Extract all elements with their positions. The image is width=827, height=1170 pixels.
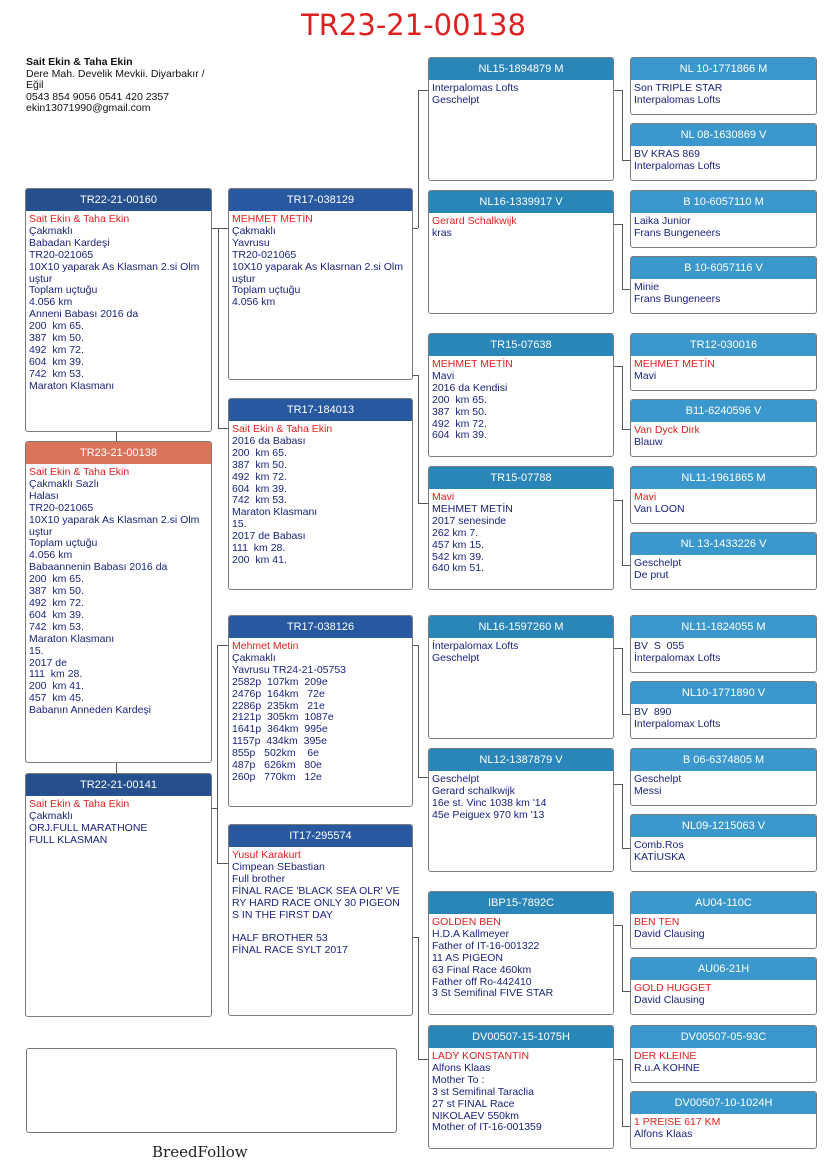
box-line: 4.056 km (232, 296, 276, 309)
brand-footer: BreedFollow (152, 1143, 248, 1161)
box-details (631, 422, 816, 452)
box-details (229, 638, 412, 787)
box-line: TR20-021065 (29, 501, 94, 514)
pedigree-box-gen4[interactable] (630, 748, 817, 806)
box-line: 2017 de (29, 656, 67, 669)
box-line: Mavi (634, 491, 657, 503)
ring-number: TR17-038129 (229, 189, 412, 211)
ring-number: NL 08-1630869 V (631, 124, 816, 146)
connector (622, 90, 623, 160)
box-line: 1 PREISE 617 KM (634, 1116, 721, 1128)
box-line: Çakmaklı (232, 224, 276, 237)
box-line: 542 km 39. (432, 550, 484, 563)
box-line: Gerard schalkwijk (432, 784, 515, 797)
connector (613, 366, 622, 367)
box-line: Çakmaklı (29, 809, 73, 822)
box-line: Interpalomas Lofts (634, 93, 721, 106)
connector (622, 1126, 630, 1127)
box-line: Full brother (232, 872, 286, 885)
box-line: 492 km 72. (432, 417, 487, 430)
box-line: 457 km 15. (432, 538, 484, 551)
box-details (429, 80, 613, 110)
box-line: Blauw (634, 435, 663, 448)
box-line: Toplam uçtuğu (29, 284, 98, 297)
box-line: H.D.A Kallmeyer (432, 927, 510, 940)
ring-number: B 10-6057110 M (631, 191, 816, 213)
connector (622, 714, 630, 715)
box-line: Alfons Klaas (432, 1061, 491, 1074)
box-line: Sait Ekin & Taha Ekin (232, 423, 333, 435)
box-line: 2017 senesinde (432, 514, 507, 527)
box-details (631, 638, 816, 668)
box-line: Van LOON (634, 502, 685, 515)
owner-address-line2: Eğil (26, 79, 44, 91)
connector (622, 160, 630, 161)
pedigree-box-sdd[interactable] (428, 466, 614, 590)
box-line: Toplam uçtuğu (29, 537, 98, 550)
ring-number: NL09-1215063 V (631, 815, 816, 837)
ring-number: IBP15-7892C (429, 892, 613, 914)
box-line: 3 St Semifinal FIVE STAR (432, 987, 554, 1000)
pedigree-box-ddd[interactable] (428, 1025, 614, 1149)
connector (622, 224, 623, 289)
box-line: S IN THE FIRST DAY (232, 908, 333, 921)
box-line: FULL KLASMAN (29, 833, 108, 846)
box-line: 111 km 28. (232, 542, 286, 555)
box-line: MEHMET METİN (432, 502, 513, 515)
box-line: TR20-021065 (29, 248, 94, 261)
box-details (429, 356, 613, 445)
ring-number: TR17-184013 (229, 399, 412, 421)
box-line: 604 km 39. (232, 482, 287, 495)
connector (217, 645, 218, 863)
box-line: Son TRIPLE STAR (634, 82, 723, 94)
pedigree-box-gen4[interactable] (630, 123, 817, 181)
ring-number: NL10-1771890 V (631, 682, 816, 704)
box-line: 3 st Semifinal Taraclia (432, 1085, 534, 1098)
ring-number: TR22-21-00160 (26, 189, 211, 211)
pedigree-box-gen4[interactable] (630, 256, 817, 314)
box-line: 2017 de Babası (232, 530, 306, 543)
box-line: 260p 770km 12e (232, 770, 322, 783)
box-line: İnterpalomax Lofts (432, 640, 519, 652)
box-details (429, 489, 613, 578)
connector (418, 645, 419, 777)
box-line: Maraton Klasmanı (29, 632, 115, 645)
box-line: 2016 da Kendisi (432, 381, 508, 394)
connector (613, 784, 622, 785)
box-line: Frans Bungeneers (634, 292, 721, 305)
box-line: BV KRAS 869 (634, 148, 700, 160)
box-line: 200 km 65. (29, 320, 84, 333)
connector (622, 991, 630, 992)
box-line: Yavrusu TR24-21-05753 (232, 663, 347, 676)
ring-number: TR22-21-00141 (26, 774, 211, 796)
box-line: 200 km 41. (29, 680, 84, 693)
box-line: Mehmet Metin (232, 640, 299, 652)
box-line: 492 km 72. (29, 343, 84, 356)
box-line: 742 km 53. (232, 494, 287, 507)
pedigree-box-gen4[interactable] (630, 399, 817, 457)
pedigree-box-dsd[interactable] (428, 748, 614, 872)
box-line: Minie (634, 281, 660, 293)
box-line: Maraton Klasmanı (29, 379, 115, 392)
ring-number: NL11-1961865 M (631, 467, 816, 489)
box-line: Çakmaklı Sazlı (29, 477, 100, 490)
box-details (631, 555, 816, 585)
box-line: Cimpean SEbastian (232, 860, 325, 873)
ring-number: NL15-1894879 M (429, 58, 613, 80)
box-line: 10X10 yaparak As Klasrnan 2.si Olm (232, 260, 404, 273)
box-line: 1157p 434km 395e (232, 735, 327, 748)
box-line: 15. (29, 644, 44, 657)
box-line: 200 km 41. (232, 553, 287, 566)
connector (217, 863, 228, 864)
box-line: David Clausing (634, 927, 705, 940)
connector (418, 503, 428, 504)
box-line: 15. (232, 518, 247, 531)
box-line: 492 km 72. (29, 596, 84, 609)
box-line: MEHMET METİN (432, 358, 513, 370)
box-line: Mother of IT-16-001359 (432, 1121, 542, 1134)
connector (622, 366, 623, 429)
pedigree-box-dam[interactable] (25, 773, 212, 1017)
box-line: HALF BROTHER 53 (232, 932, 328, 945)
box-line: 855p 502km 6e (232, 747, 319, 760)
box-line: DER KLEINE (634, 1050, 697, 1062)
box-line: 2121p 305km 1087e (232, 711, 334, 724)
box-details (631, 837, 816, 867)
box-details (429, 213, 613, 243)
box-line: 11 AS PIGEON (432, 951, 504, 964)
ring-number: TR12-030016 (631, 334, 816, 356)
box-line: Van Dyck Dirk (634, 424, 700, 436)
box-line: Sait Ekin & Taha Ekin (29, 798, 130, 810)
owner-info (26, 57, 226, 115)
connector (622, 565, 630, 566)
box-line: 27 st FINAL Race (432, 1097, 515, 1110)
box-line: ORJ.FULL MARATHONE (29, 821, 148, 834)
pedigree-box-gen4[interactable] (630, 333, 817, 391)
box-line: 487p 626km 80e (232, 759, 322, 772)
ring-number: NL16-1597260 M (429, 616, 613, 638)
box-line: Mavi (432, 491, 455, 503)
connector (613, 1059, 622, 1060)
ring-number: AU04-110C (631, 892, 816, 914)
box-line: 742 km 53. (29, 367, 84, 380)
connector (418, 375, 419, 503)
box-line: Geschelpt (432, 93, 480, 106)
box-details (229, 847, 412, 960)
box-line: 387 km 50. (432, 405, 487, 418)
box-details (26, 796, 211, 850)
box-line: NIKOLAEV 550km (432, 1109, 519, 1122)
ring-number: NL11-1824055 M (631, 616, 816, 638)
box-line: 4.056 km (29, 296, 73, 309)
box-line: FİNAL RACE SYLT 2017 (232, 944, 348, 957)
box-line: KATİUSKA (634, 850, 686, 863)
box-details (631, 146, 816, 176)
box-line: Babanın Anneden Kardeşi (29, 704, 152, 717)
owner-email: ekin13071990@gmail.com (26, 102, 151, 114)
box-line: Gerard Schalkwijk (432, 215, 517, 227)
box-line: 387 km 50. (29, 585, 84, 598)
box-line: 2016 da Babası (232, 434, 306, 447)
box-line: MEHMET METİN (634, 358, 715, 370)
ring-number: NL 10-1771866 M (631, 58, 816, 80)
connector (622, 848, 630, 849)
box-line: 200 km 65. (29, 573, 84, 586)
connector (622, 500, 623, 565)
ring-number: NL12-1387879 V (429, 749, 613, 771)
box-line: 387 km 50. (29, 332, 84, 345)
box-line: 604 km 39. (29, 355, 84, 368)
box-line: GOLD HUGGET (634, 982, 712, 994)
box-line: 200 km 65. (432, 393, 487, 406)
connector (622, 289, 630, 290)
pedigree-box-sire-sire[interactable] (228, 188, 413, 380)
pedigree-box-dam-sire[interactable] (228, 615, 413, 807)
box-details (229, 211, 412, 312)
ring-number: NL16-1339917 V (429, 191, 613, 213)
notes-box (26, 1048, 397, 1133)
box-line: Interpalomas Lofts (432, 82, 519, 94)
box-details (631, 980, 816, 1010)
box-line: Halası (29, 489, 59, 502)
box-line: İnterpalomax Lofts (634, 651, 721, 664)
box-line: 604 km 39. (432, 429, 487, 442)
box-line: 2582p 107km 209e (232, 675, 328, 688)
box-line: Frans Bungeneers (634, 226, 721, 239)
box-details (631, 213, 816, 243)
box-line: Babaannenin Babası 2016 da (29, 561, 168, 574)
box-line: Geschelpt (432, 651, 480, 664)
connector (418, 937, 419, 1059)
box-details (229, 421, 412, 570)
box-line: 262 km 7. (432, 526, 479, 539)
ring-number: TR17-038126 (229, 616, 412, 638)
box-line: Geschelpt (634, 557, 682, 569)
pedigree-box-gen4[interactable] (630, 681, 817, 739)
box-details (631, 1114, 816, 1144)
box-line: Sait Ekin & Taha Ekin (29, 466, 130, 478)
box-line: Interpalomas Lofts (634, 159, 721, 172)
box-details (26, 464, 211, 720)
pedigree-box-gen4[interactable] (630, 190, 817, 248)
pedigree-box-gen4[interactable] (630, 466, 817, 524)
box-line: uştur (232, 272, 256, 285)
pedigree-box-gen4[interactable] (630, 57, 817, 115)
connector (218, 428, 228, 429)
box-line: Yusuf Karakurt (232, 849, 301, 861)
box-line: Mother To : (432, 1073, 485, 1086)
box-line: 4.056 km (29, 549, 73, 562)
connector (613, 224, 622, 225)
box-line: Alfons Klaas (634, 1127, 693, 1140)
box-line: 387 km 50. (232, 458, 287, 471)
box-details (26, 211, 211, 396)
connector (211, 228, 218, 229)
box-line: Sait Ekin & Taha Ekin (29, 213, 130, 225)
box-line: TR20-021065 (232, 248, 297, 261)
box-line: Geschelpt (634, 773, 682, 785)
box-line: 16e st. Vinc 1038 km '14 (432, 796, 547, 809)
connector (418, 777, 428, 778)
ring-number: NL 13-1433226 V (631, 533, 816, 555)
box-line: Toplam uçtuğu (232, 284, 301, 297)
box-line: LADY KONSTANTIN (432, 1050, 530, 1062)
box-line: Maraton Klasmanı (232, 506, 318, 519)
box-line: 640 km 51. (432, 562, 484, 575)
box-line: Babadan Kardeşi (29, 236, 110, 249)
box-details (631, 1048, 816, 1078)
box-line: Çakmaklı (29, 224, 73, 237)
box-line: Messi (634, 784, 662, 797)
box-line: Father of IT-16-001322 (432, 939, 540, 952)
connector (622, 784, 623, 848)
ring-number: DV00507-15-1075H (429, 1026, 613, 1048)
owner-phone: 0543 854 9056 0541 420 2357 (26, 90, 170, 103)
pedigree-box-dds[interactable] (428, 891, 614, 1015)
box-line: R.u.A KOHNE (634, 1061, 700, 1074)
box-details (631, 279, 816, 309)
box-line: De prut (634, 568, 669, 581)
box-line: 1641p 364km 995e (232, 723, 328, 736)
box-details (429, 771, 613, 825)
box-line: Çakmaklı (232, 651, 276, 664)
ring-number: TR15-07788 (429, 467, 613, 489)
box-line: 457 km 45. (29, 692, 84, 705)
connector (218, 228, 228, 229)
box-line: Anneni Babası 2016 da (29, 308, 139, 321)
box-line: GOLDEN BEN (432, 916, 501, 928)
box-line: 2286p 235km 21e (232, 699, 325, 712)
box-line: Father off Ro-442410 (432, 975, 532, 988)
pedigree-box-sss[interactable] (428, 57, 614, 181)
box-line: 492 km 72. (232, 470, 287, 483)
connector (613, 648, 622, 649)
ring-number: TR23-21-00138 (26, 442, 211, 464)
connector (217, 645, 228, 646)
connector (418, 1059, 428, 1060)
pedigree-box-gen4[interactable] (630, 615, 817, 673)
pedigree-box-gen4[interactable] (630, 1025, 817, 1083)
connector (613, 500, 622, 501)
box-line: BEN TEN (634, 916, 680, 928)
pedigree-box-dss[interactable] (428, 615, 614, 739)
box-line: Laika Junior (634, 215, 691, 227)
box-line: RY HARD RACE ONLY 30 PIGEON (232, 896, 400, 909)
box-line: 10X10 yaparak As Klasman 2.si Olm (29, 260, 200, 273)
connector (622, 925, 623, 991)
pedigree-box-gen4[interactable] (630, 957, 817, 1015)
box-details (631, 914, 816, 944)
box-line: 63 Final Race 460km (432, 963, 532, 976)
box-line: FİNAL RACE 'BLACK SEA OLR' VE (232, 884, 400, 897)
pedigree-box-gen4[interactable] (630, 532, 817, 590)
connector (622, 429, 630, 430)
pedigree-box-ssd[interactable] (428, 190, 614, 314)
box-details (429, 1048, 613, 1137)
pedigree-box-gen4[interactable] (630, 1091, 817, 1149)
connector (218, 228, 219, 428)
ring-number: IT17-295574 (229, 825, 412, 847)
box-line: 111 km 28. (29, 668, 83, 681)
ring-number: B 10-6057116 V (631, 257, 816, 279)
box-line: Yavrusu (232, 236, 270, 249)
ring-number: B 06-6374805 M (631, 749, 816, 771)
pedigree-box-sds[interactable] (428, 333, 614, 457)
box-line: 45e Peiguex 970 km '13 (432, 808, 545, 821)
box-line: 604 km 39. (29, 608, 84, 621)
owner-name: Sait Ekin & Taha Ekin (26, 56, 133, 68)
connector (622, 1059, 623, 1126)
pedigree-box-gen4[interactable] (630, 814, 817, 872)
box-details (631, 771, 816, 801)
box-line: BV S 055 (634, 640, 685, 652)
connector (418, 90, 428, 91)
box-line: uştur (29, 525, 53, 538)
box-line: Mavi (432, 369, 455, 382)
box-details (631, 704, 816, 734)
box-details (631, 489, 816, 519)
box-line: MEHMET METİN (232, 213, 313, 225)
box-line: Interpalomax Lofts (634, 717, 721, 730)
ring-number: TR15-07638 (429, 334, 613, 356)
pedigree-title: TR23-21-00138 (301, 8, 526, 42)
pedigree-box-sire[interactable] (25, 188, 212, 432)
pedigree-box-sire-dam[interactable] (228, 398, 413, 590)
connector (622, 648, 623, 714)
box-details (429, 638, 613, 668)
owner-address-line1: Dere Mah. Develik Mevkii. Diyarbakır / (26, 67, 205, 80)
box-line: Comb.Ros (634, 839, 684, 851)
pedigree-box-dam-dam[interactable] (228, 824, 413, 1016)
ring-number: AU06-21H (631, 958, 816, 980)
box-line: David Clausing (634, 993, 705, 1006)
ring-number: DV00507-05-93C (631, 1026, 816, 1048)
box-line: Mavi (634, 369, 657, 382)
box-details (429, 914, 613, 1003)
ring-number: DV00507-10-1024H (631, 1092, 816, 1114)
box-line: Geschelpt (432, 773, 480, 785)
connector (418, 90, 419, 228)
box-line: kras (432, 226, 452, 239)
box-line: BV 890 (634, 706, 672, 718)
connector (613, 90, 622, 91)
box-details (631, 80, 816, 110)
ring-number: B11-6240596 V (631, 400, 816, 422)
pedigree-box-gen4[interactable] (630, 891, 817, 949)
box-line: 742 km 53. (29, 620, 84, 633)
box-line: 200 km 65. (232, 446, 287, 459)
box-details (631, 356, 816, 386)
pedigree-box-subject[interactable] (25, 441, 212, 763)
connector (613, 925, 622, 926)
box-line: uştur (29, 272, 53, 285)
box-line: 10X10 yaparak As Klasman 2.si Olm (29, 513, 200, 526)
box-line: 2476p 164km 72e (232, 687, 325, 700)
